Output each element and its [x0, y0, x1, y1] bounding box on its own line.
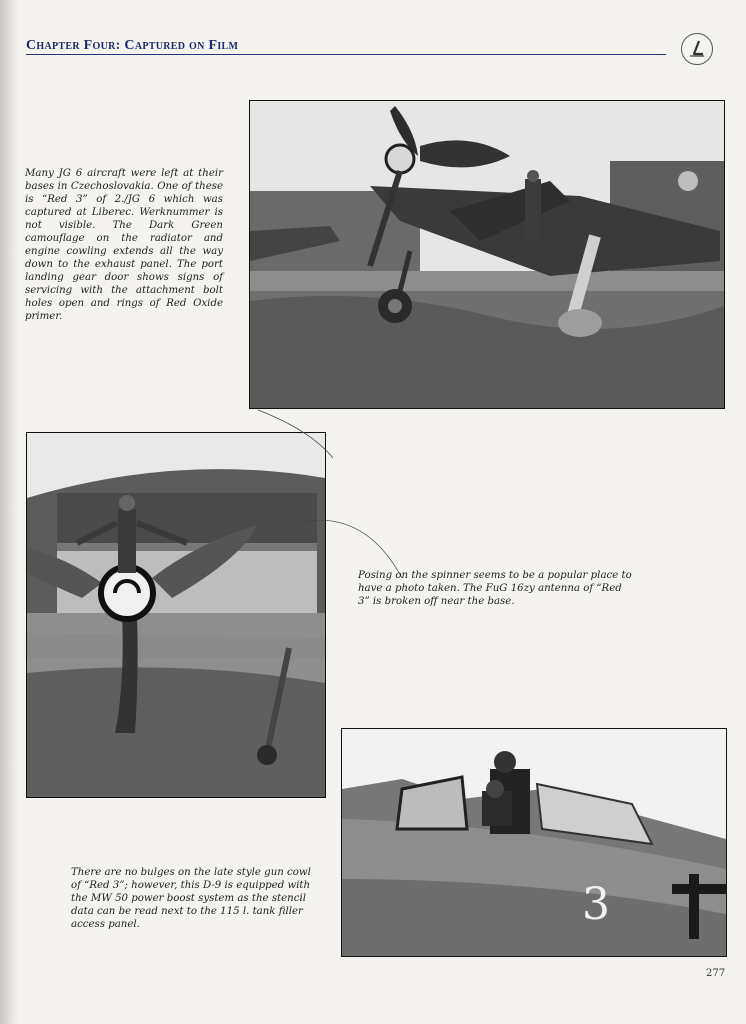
caption-middle: Posing on the spinner seems to be a popular place to have a photo taken. The FuG 16zy antenna of “Red 3” is broken off near the base.	[358, 570, 632, 607]
photo-red3-airfield	[249, 100, 725, 409]
photo-cockpit-gun-cowl	[341, 728, 727, 957]
caption-top: Many JG 6 aircraft were left at their bases in Czechoslovakia. One of these is “Red 3” of 2./JG 6 which was captured at Liberec. Werknummer is not visible. The Dark Green camouflage on the radiator and engine cowling extends all the way down to the exhaust panel. The port landing gear door shows signs of servicing with the attachment bolt holes open and rings of Red Oxide primer.	[25, 168, 223, 322]
caption-bottom: There are no bulges on the late style gun cowl of “Red 3”; however, this D-9 is equipped with the MW 50 power boost system as the stencil data can be read next to the 115 l. tank filler access panel.	[71, 867, 311, 930]
chapter-heading: Chapter Four: Captured on Film	[26, 38, 239, 53]
page-number: 277	[706, 968, 726, 979]
heading-rule	[26, 54, 666, 55]
page-edge-shadow	[0, 0, 18, 1024]
photo-posing-on-spinner	[26, 432, 326, 798]
publisher-logo-icon	[681, 33, 713, 65]
svg-text:3: 3	[582, 879, 610, 930]
